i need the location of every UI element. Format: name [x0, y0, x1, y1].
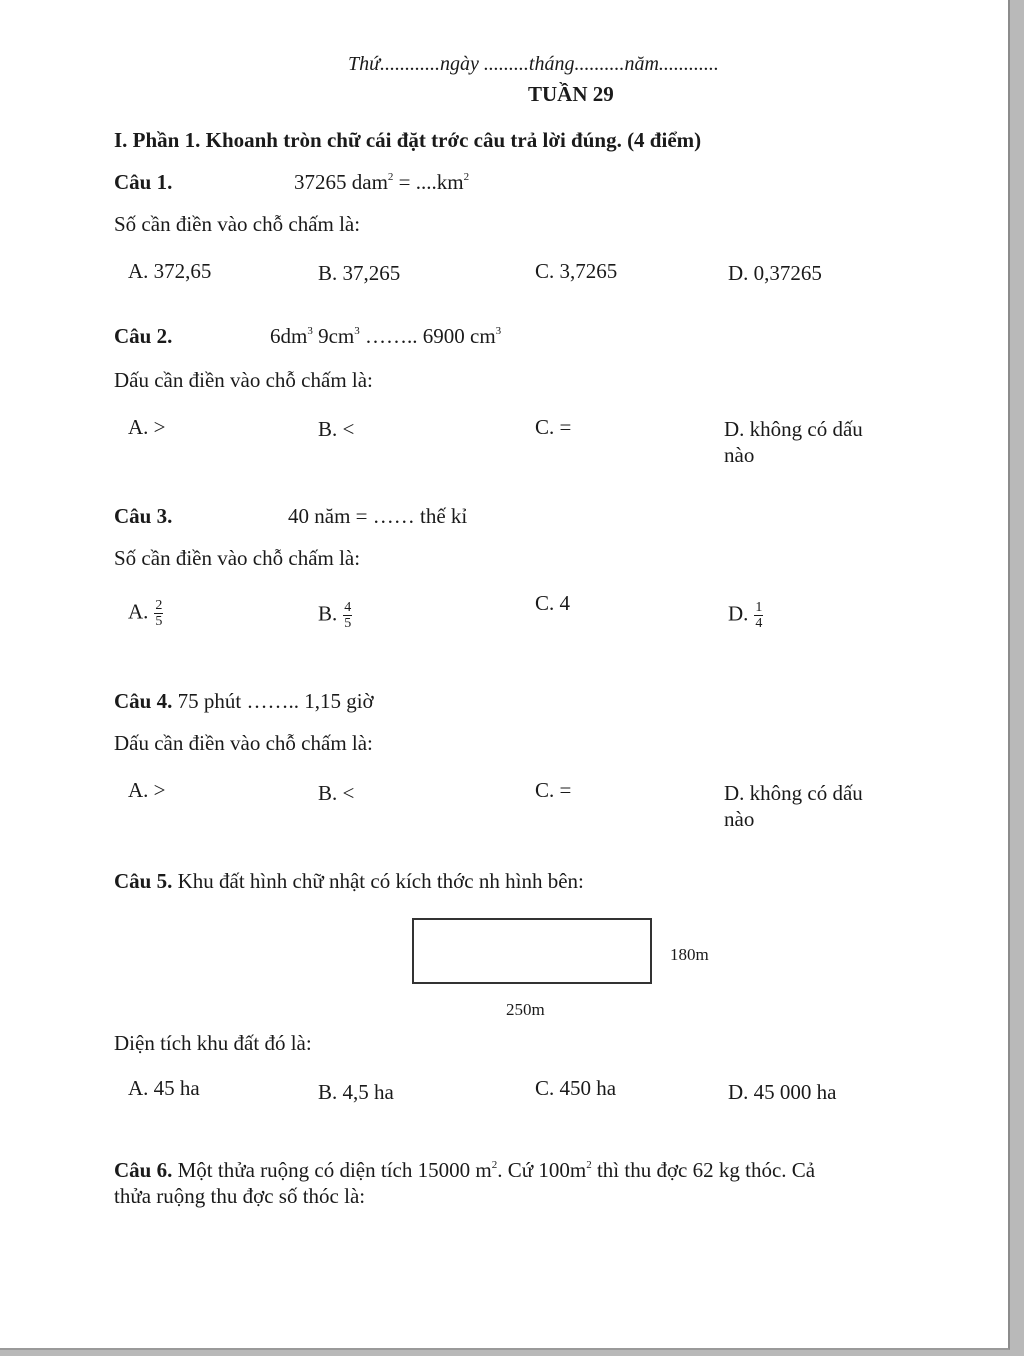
- q5-option-b[interactable]: B. 4,5 ha: [318, 1080, 394, 1104]
- q5-statement: Câu 5. Khu đất hình chữ nhật có kích thớc nh hình bên:: [114, 869, 584, 893]
- rect-height-label: 180m: [670, 945, 709, 964]
- q3-label: Câu 3.: [114, 504, 173, 528]
- q1-expression: 37265 $dam^2 = ....km^2$: [294, 170, 470, 194]
- q1-option-d[interactable]: D. 0,37265: [728, 261, 822, 285]
- q3-option-d[interactable]: D. $\frac{1}{4}$: [728, 600, 763, 631]
- q4-statement: Câu 4. 75 phút …….. 1,15 giờ: [114, 689, 374, 713]
- rect-width-label: 250m: [506, 1000, 545, 1019]
- q4-option-c[interactable]: C. =: [535, 778, 572, 802]
- q3-option-b[interactable]: B. $\frac{4}{5}$: [318, 600, 352, 631]
- q4-prompt: Dấu cần điền vào chỗ chấm là:: [114, 731, 373, 755]
- q6-statement-line2: thửa ruộng thu đợc số thóc là:: [114, 1184, 366, 1208]
- q1-option-c[interactable]: C. 3,7265: [535, 259, 618, 283]
- q5-prompt: Diện tích khu đất đó là:: [114, 1031, 312, 1055]
- date-line: Thứ............ngày .........tháng..........năm............: [348, 53, 719, 75]
- section-title: I. Phần 1. Khoanh tròn chữ cái đặt trớc câu trả lời đúng. (4 điểm): [114, 128, 702, 152]
- q5-option-a[interactable]: A. 45 ha: [128, 1076, 200, 1100]
- q1-label: Câu 1.: [114, 170, 173, 194]
- q4-option-d[interactable]: D. không có dấu nào: [724, 781, 863, 831]
- q2-label: Câu 2.: [114, 324, 173, 348]
- q1-option-a[interactable]: A. 372,65: [128, 259, 212, 283]
- q4-option-b[interactable]: B. <: [318, 781, 355, 805]
- q3-prompt: Số cần điền vào chỗ chấm là:: [114, 546, 361, 570]
- q3-option-a[interactable]: A. $\frac{2}{5}$: [128, 598, 163, 629]
- q2-option-c[interactable]: C. =: [535, 415, 572, 439]
- q3-expression: 40 năm = …… thế kỉ: [288, 504, 468, 528]
- q2-option-b[interactable]: B. <: [318, 417, 355, 441]
- q5-option-c[interactable]: C. 450 ha: [535, 1076, 617, 1100]
- q5-option-d[interactable]: D. 45 000 ha: [728, 1080, 837, 1104]
- q1-option-b[interactable]: B. 37,265: [318, 261, 401, 285]
- q2-option-a[interactable]: A. >: [128, 415, 166, 439]
- q4-option-a[interactable]: A. >: [128, 778, 166, 802]
- q2-prompt: Dấu cần điền vào chỗ chấm là:: [114, 368, 373, 392]
- land-rectangle: [412, 918, 652, 984]
- week-title: TUẦN 29: [528, 82, 614, 106]
- q2-option-d[interactable]: D. không có dấu nào: [724, 417, 863, 467]
- q3-option-c[interactable]: C. 4: [535, 591, 571, 615]
- q2-expression: $6dm^3$ $9cm^3$ …….. 6900 $cm^3$: [270, 324, 502, 348]
- q1-prompt: Số cần điền vào chỗ chấm là:: [114, 212, 361, 236]
- q6-statement: Câu 6. Một thửa ruộng có diện tích 15000 $m^2$. Cứ $100m^2$ thì thu đợc 62 kg thóc. Cả: [114, 1158, 816, 1182]
